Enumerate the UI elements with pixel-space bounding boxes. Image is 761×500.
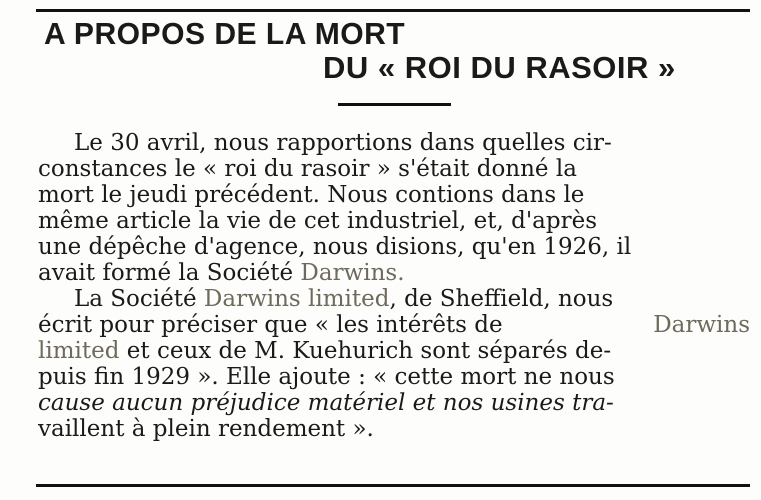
- text-segment: écrit pour préciser que « les intérêts de: [38, 312, 510, 338]
- text-line: constances le « roi du rasoir » s'était donné la: [38, 156, 577, 182]
- headline-line-2: DU « ROI DU RASOIR »: [323, 50, 676, 85]
- text-line: vaillent à plein rendement ».: [38, 416, 374, 442]
- text-line: mort le jeudi précédent. Nous contions dans le: [38, 182, 585, 208]
- top-rule: [36, 9, 750, 12]
- headline-separator: [338, 103, 451, 106]
- text-line: [38, 338, 750, 364]
- text-line: même article la vie de cet industriel, et, d'après: [38, 208, 598, 234]
- company-name: Darwins limited: [203, 286, 390, 312]
- text-segment: et ceux de M. Kuehurich sont séparés de-: [119, 338, 612, 364]
- text-line: [38, 260, 750, 286]
- company-name: limited: [38, 338, 120, 364]
- article-body: [38, 130, 750, 442]
- text-line: Le 30 avril, nous rapportions dans quelles cir-: [74, 130, 612, 156]
- text-line: [38, 286, 750, 312]
- text-segment: La Société: [74, 286, 204, 312]
- bottom-rule: [36, 484, 750, 487]
- company-name: Darwins.: [300, 260, 405, 286]
- headline-line-1: A PROPOS DE LA MORT: [44, 16, 406, 51]
- text-line: une dépêche d'agence, nous disions, qu'en 1926, il: [38, 234, 632, 260]
- text-line: [38, 312, 750, 338]
- text-segment: , de Sheffield, nous: [389, 286, 614, 312]
- paragraph-2: [38, 286, 750, 442]
- text-line: puis fin 1929 ». Elle ajoute : « cette mort ne nous: [38, 364, 615, 390]
- text-segment: avait formé la Société: [38, 260, 301, 286]
- paragraph-1: [38, 130, 750, 286]
- text-line: cause aucun préjudice matériel et nos usines tra-: [38, 390, 614, 416]
- company-name: Darwins: [653, 312, 750, 338]
